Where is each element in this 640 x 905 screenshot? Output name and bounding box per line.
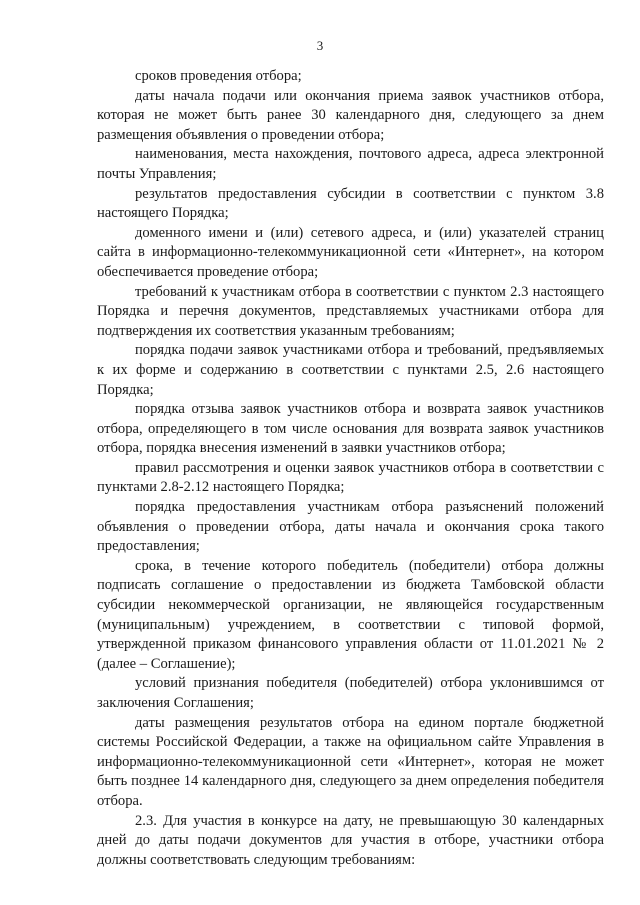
paragraph: порядка отзыва заявок участников отбора и возврата заявок участников отбора, определяющего в том числе основания для возврата заявок участников отбора, порядка внесения изменений в заявки участников отбора; [97, 401, 604, 457]
paragraph: даты размещения результатов отбора на едином портале бюджетной системы Российской Федерации, а также на официальном сайте Управления в информационно-телекоммуникационной сети «Интернет», которая не может быть позднее 14 календарного дня, следующего за днем определения победителя отбора. [97, 714, 604, 809]
paragraph: срока, в течение которого победитель (победители) отбора должны подписать соглашение о предоставлении из бюджета Тамбовской области субсидии некоммерческой организации, не являющейся государственным (муниципальным) учреждением, в соответствии с типовой формой, утвержденной приказом финансового управления области от 11.01.2021 № 2 (далее – Соглашение); [97, 557, 604, 672]
paragraph: требований к участникам отбора в соответствии с пунктом 2.3 настоящего Порядка и перечня документов, представляемых участниками отбора для подтверждения их соответствия указанным требованиям; [97, 283, 604, 339]
paragraph: доменного имени и (или) сетевого адреса, и (или) указателей страниц сайта в информационно-телекоммуникационной сети «Интернет», на котором обеспечивается проведение отбора; [97, 224, 604, 280]
paragraph: порядка предоставления участникам отбора разъяснений положений объявления о проведении отбора, даты начала и окончания срока такого предоставления; [97, 499, 604, 555]
page-number: 3 [316, 38, 324, 53]
paragraph: результатов предоставления субсидии в соответствии с пунктом 3.8 настоящего Порядка; [97, 185, 604, 222]
paragraph: порядка подачи заявок участниками отбора и требований, предъявляемых к их форме и содержанию в соответствии с пунктами 2.5, 2.6 настоящего Порядка; [97, 342, 604, 398]
paragraph: даты начала подачи или окончания приема заявок участников отбора, которая не может быть ранее 30 календарного дня, следующего за днем размещения объявления о проведении отбора; [97, 87, 604, 143]
paragraph: правил рассмотрения и оценки заявок участников отбора в соответствии с пунктами 2.8-2.12 настоящего Порядка; [97, 459, 604, 496]
paragraph: наименования, места нахождения, почтового адреса, адреса электронной почты Управления; [97, 146, 604, 182]
paragraph: сроков проведения отбора; [135, 68, 302, 84]
paragraph: условий признания победителя (победителей) отбора уклонившимся от заключения Соглашения; [97, 675, 604, 711]
document-body [97, 67, 604, 870]
paragraph: 2.3. Для участия в конкурсе на дату, не превышающую 30 календарных дней до даты подачи документов для участия в отборе, участники отбора должны соответствовать следующим требованиям: [97, 812, 604, 868]
